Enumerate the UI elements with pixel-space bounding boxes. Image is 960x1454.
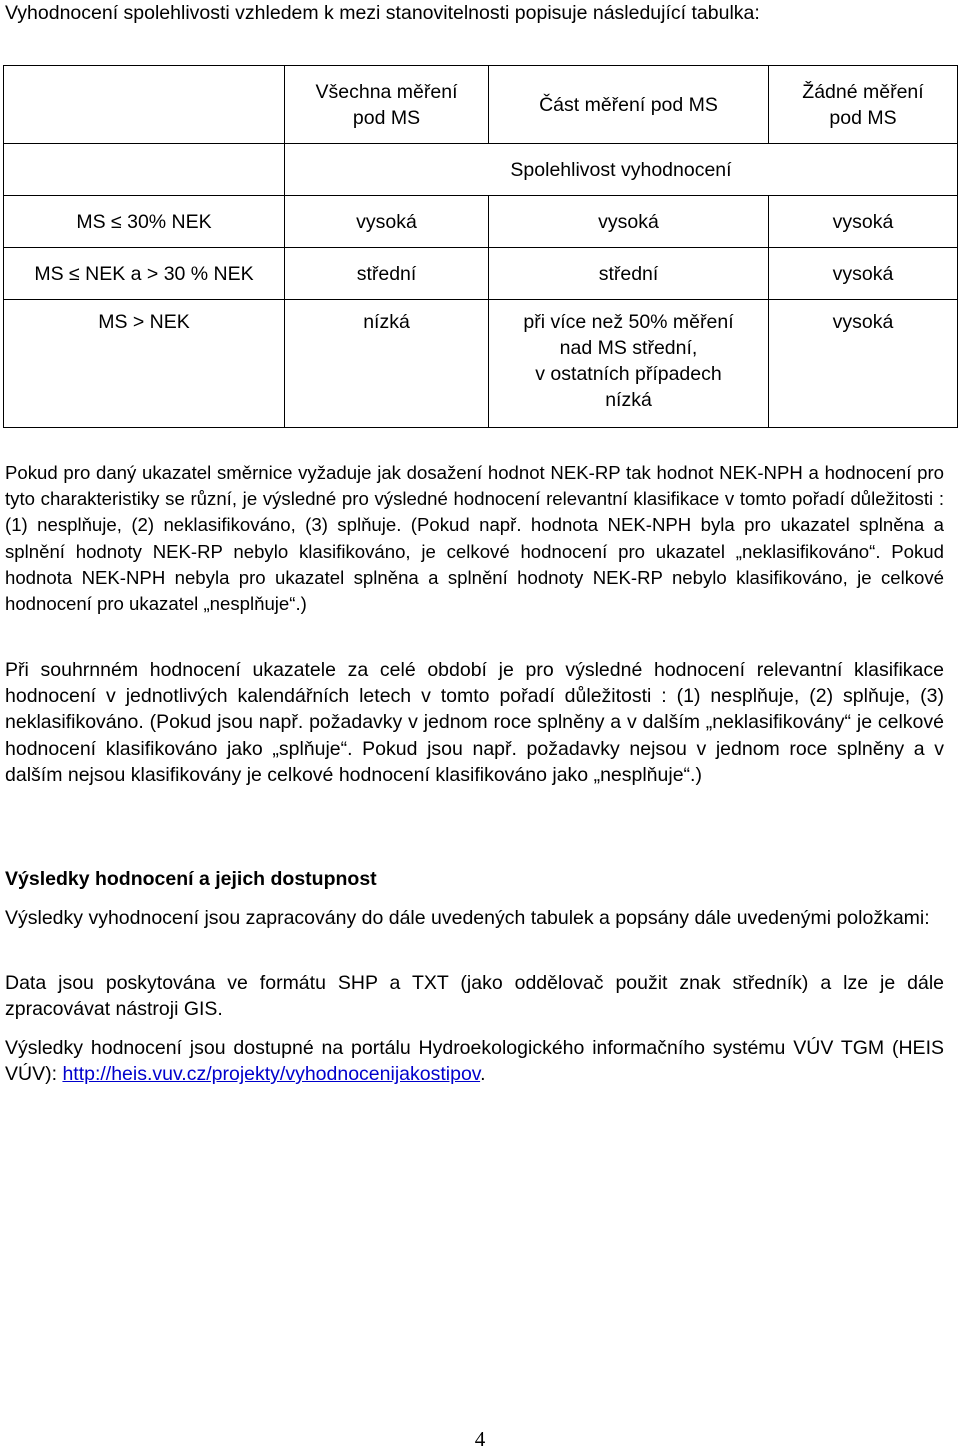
table-row	[4, 248, 958, 300]
table-row	[4, 196, 958, 248]
cell-line: při více než 50% měření	[523, 311, 734, 333]
table-row	[4, 300, 958, 428]
header-line: Žádné měření	[802, 80, 924, 103]
reliability-subheader: Spolehlivost vyhodnocení	[285, 144, 958, 196]
header-line: pod MS	[352, 106, 421, 129]
header-line: pod MS	[829, 106, 897, 129]
heis-portal-link[interactable]: http://heis.vuv.cz/projekty/vyhodnocenijakostipov	[62, 1063, 481, 1086]
row-label: MS > NEK	[4, 300, 285, 428]
header-part-below-ms	[489, 66, 769, 144]
cell-line: v ostatních případech	[535, 363, 722, 385]
table-subheader-row	[4, 144, 958, 196]
table-cell: střední	[285, 248, 489, 300]
paragraph-2: Při souhrnném hodnocení ukazatele za celé období je pro výsledné hodnocení relevantní klasifikace hodnocení v jednotlivých kalendářních letech v tomto pořadí důležitosti : (1) nesplňuje, (2) splňuje, (3) neklasifikováno. (Pokud jsou např. požadavky v jednom roce splněny a v dalším „neklasifikovány“ je celkové hodnocení klasifikováno jako „splňuje“. Pokud jsou např. požadavky nejsou v jednom roce splněny a v dalším nejsou klasifikovány je celkové hodnocení klasifikováno jako „nesplňuje“.)	[5, 659, 944, 786]
table-cell: vysoká	[489, 196, 769, 248]
paragraph-5-text: Výsledky hodnocení jsou dostupné na portálu Hydroekologického informačního systému VÚV TGM (HEIS VÚV):	[5, 1037, 944, 1086]
row-label: MS ≤ 30% NEK	[4, 196, 285, 248]
table-header-row	[4, 66, 958, 144]
table-cell: vysoká	[769, 300, 958, 428]
empty-corner-cell	[4, 66, 285, 144]
row-label: MS ≤ NEK a > 30 % NEK	[4, 248, 285, 300]
header-line: Část měření pod MS	[539, 93, 718, 116]
reliability-table	[3, 65, 958, 428]
table-cell: vysoká	[285, 196, 489, 248]
intro-text: Vyhodnocení spolehlivosti vzhledem k mezi stanovitelnosti popisuje následující tabulka:	[5, 2, 760, 24]
table-cell: střední	[489, 248, 769, 300]
section-heading: Výsledky hodnocení a jejich dostupnost	[5, 868, 377, 890]
table-cell: vysoká	[769, 196, 958, 248]
header-all-below-ms	[285, 66, 489, 144]
paragraph-1: Pokud pro daný ukazatel směrnice vyžaduje jak dosažení hodnot NEK-RP tak hodnot NEK-NPH a hodnocení pro tyto charakteristiky se různí, je výsledné pro výsledné hodnocení relevantní klasifikace v tomto pořadí důležitosti : (1) nesplňuje, (2) neklasifikováno, (3) splňuje. (Pokud např. hodnota NEK-NPH byla pro ukazatel splněna a splnění hodnoty NEK-RP nebylo klasifikováno, je celkové hodnocení pro ukazatel „neklasifikováno“. Pokud hodnota NEK-NPH nebyla pro ukazatel splněna a splnění hodnoty NEK-RP nebylo klasifikováno, je celkové hodnocení pro ukazatel „nesplňuje“.)	[5, 462, 944, 615]
page-number: 4	[474, 1427, 486, 1451]
table-cell: nízká	[285, 300, 489, 428]
paragraph-5-end: .	[480, 1063, 486, 1086]
header-line: Všechna měření	[315, 80, 458, 103]
header-none-below-ms	[769, 66, 958, 144]
paragraph-5	[5, 1035, 944, 1087]
paragraph-3: Výsledky vyhodnocení jsou zapracovány do dále uvedených tabulek a popsány dále uvedenými položkami:	[5, 907, 930, 929]
empty-subheader-cell	[4, 144, 285, 196]
cell-line: nad MS střední,	[559, 337, 698, 359]
table-cell: vysoká	[769, 248, 958, 300]
cell-line: nízká	[605, 389, 652, 411]
table-cell-multiline	[489, 300, 769, 428]
paragraph-4: Data jsou poskytována ve formátu SHP a TXT (jako oddělovač použit znak středník) a lze je dále zpracovávat nástroji GIS.	[5, 972, 944, 1021]
